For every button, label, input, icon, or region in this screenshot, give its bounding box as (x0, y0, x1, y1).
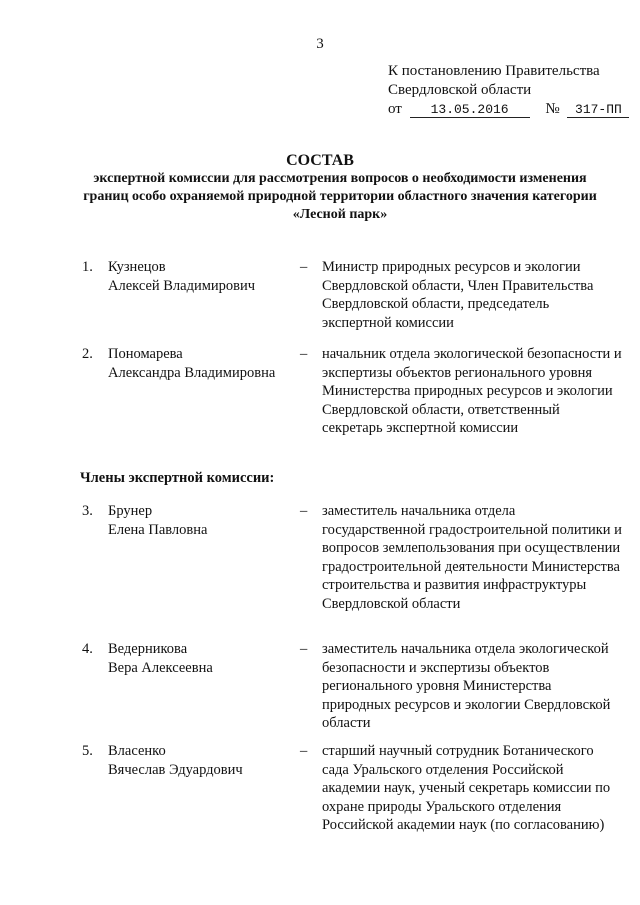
member-name (108, 742, 283, 779)
member-position: заместитель начальника отдела государственной градостроительной политики и вопросов землепользования при осуществлении градостроительной деятельности Министерства строительства и развития инфраструктуры Свердловской области (322, 503, 622, 612)
dash-separator: – (300, 641, 308, 657)
member-number: 5. (82, 743, 93, 759)
member-name (108, 345, 283, 382)
dash-separator: – (300, 503, 308, 519)
member-number: 3. (82, 503, 93, 519)
member-position: Министр природных ресурсов и экологии Свердловской области, Член Правительства Свердловской области, председатель экспертной комиссии (322, 259, 594, 331)
member-surname: Брунер (108, 503, 153, 519)
document-title: СОСТАВ (286, 152, 354, 169)
member-given-names: Вера Алексеевна (108, 659, 213, 676)
document-reference (388, 62, 629, 119)
member-position: старший научный сотрудник Ботанического сада Уральского отделения Российской академии наук, ученый секретарь комиссии по охране природы Уральского отделения Российской академии наук (по согласованию) (322, 743, 611, 833)
page-number: 3 (316, 36, 324, 52)
member-name (108, 258, 283, 295)
reference-line-2: Свердловской области (388, 82, 532, 98)
dash-separator: – (300, 346, 308, 362)
reference-date-number-line (388, 100, 629, 119)
member-name (108, 640, 283, 677)
reference-line-1: К постановлению Правительства (388, 63, 600, 79)
from-label: от (388, 101, 402, 117)
member-surname: Ведерникова (108, 641, 188, 657)
dash-separator: – (300, 743, 308, 759)
document-subtitle: экспертной комиссии для рассмотрения вопросов о необходимости изменения границ особо охраняемой природной территории областного значения категории «Лесной парк» (83, 171, 597, 222)
member-position: начальник отдела экологической безопасности и экспертизы объектов регионального уровня Министерства природных ресурсов и экологии Свердловской области, ответственный секретарь экспертной комиссии (322, 346, 622, 436)
member-number: 1. (82, 259, 93, 275)
member-given-names: Александра Владимировна (108, 364, 276, 381)
decree-date-field: 13.05.2016 (410, 102, 530, 118)
member-surname: Власенко (108, 743, 166, 759)
member-position: заместитель начальника отдела экологической безопасности и экспертизы объектов регионального уровня Министерства природных ресурсов и экологии Свердловской области (322, 641, 611, 731)
member-number: 2. (82, 346, 93, 362)
dash-separator: – (300, 259, 308, 275)
number-label: № (545, 101, 560, 117)
member-surname: Пономарева (108, 346, 183, 362)
decree-number-field: 317-ПП (567, 102, 629, 118)
member-given-names: Алексей Владимирович (108, 277, 256, 294)
member-surname: Кузнецов (108, 259, 166, 275)
member-number: 4. (82, 641, 93, 657)
members-heading: Члены экспертной комиссии: (80, 470, 275, 486)
member-name (108, 502, 283, 539)
member-given-names: Вячеслав Эдуардович (108, 761, 243, 778)
member-given-names: Елена Павловна (108, 521, 208, 538)
